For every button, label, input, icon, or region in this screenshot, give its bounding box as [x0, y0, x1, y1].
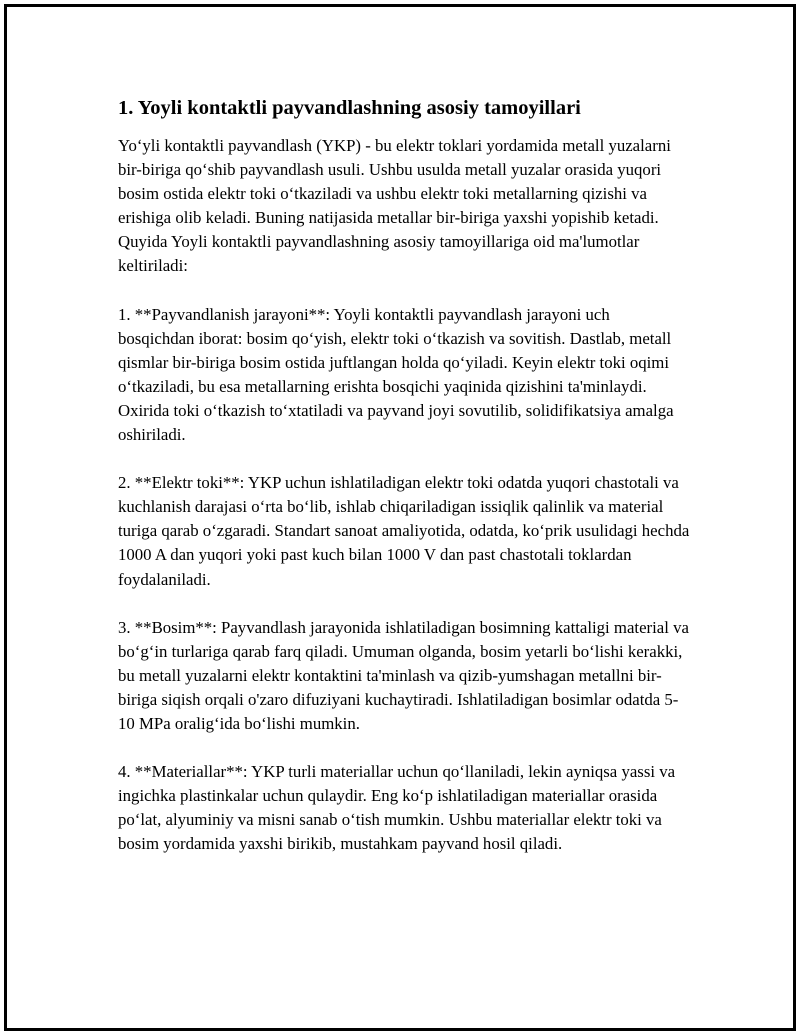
paragraph-materials: 4. **Materiallar**: YKP turli materiallar uchun qo‘llaniladi, lekin ayniqsa yassi va ingichka plastinkalar uchun qulaydir. Eng ko‘p ishlatiladigan materiallar orasida po‘lat, alyuminiy va misni sanab o‘tish mumkin. Ushbu materiallar elektr toki va bosim yordamida yaxshi birikib, mustahkam payvand hosil qiladi. — [118, 762, 676, 854]
paragraph-electric-current: 2. **Elektr toki**: YKP uchun ishlatiladigan elektr toki odatda yuqori chastotali va kuchlanish darajasi o‘rta bo‘lib, ishlab chiqariladigan issiqlik qalinlik va material turiga qarab o‘zgaradi. Standart sanoat amaliyotida, odatda, ko‘prik usulidagi hechda 1000 A dan yuqori yoki past kuch bilan 1000 V dan past chastotali toklardan foydalaniladi. — [118, 473, 690, 589]
paragraph-pressure: 3. **Bosim**: Payvandlash jarayonida ishlatiladigan bosimning kattaligi material va bo‘g‘in turlariga qarab farq qiladi. Umuman olganda, bosim yetarli bo‘lishi kerakki, bu metall yuzalarni elektr kontaktini ta'minlash va qizib-yumshagan metallni bir-biriga siqish orqali o'zaro difuziyani kuchaytiradi. Ishlatiladigan bosimlar odatda 5-10 MPa oralig‘ida bo‘lishi mumkin. — [118, 617, 689, 733]
document-body — [118, 94, 690, 880]
intro-paragraph: Yo‘yli kontaktli payvandlash (YKP) - bu elektr toklari yordamida metall yuzalarni bir-biriga qo‘shib payvandlash usuli. Ushbu usulda metall yuzalar orasida yuqori bosim ostida elektr toki o‘tkaziladi va ushbu elektr toki metallarning qizishi va erishiga olib keladi. Buning natijasida metallar bir-biriga yaxshi yopishib ketadi. Quyida Yoyli kontaktli payvandlashning asosiy tamoyillariga oid ma'lumotlar keltiriladi: — [118, 136, 671, 276]
paragraph-welding-process: 1. **Payvandlanish jarayoni**: Yoyli kontaktli payvandlash jarayoni uch bosqichdan iborat: bosim qo‘yish, elektr toki o‘tkazish va sovitish. Dastlab, metall qismlar bir-biriga bosim ostida juftlangan holda qo‘yiladi. Keyin elektr toki oqimi o‘tkaziladi, bu esa metallarning erishta bosqichi yaqinida qizishini ta'minlaydi. Oxirida toki o‘tkazish to‘xtatiladi va payvand joyi sovutilib, solidifikatsiya amalga oshiriladi. — [118, 304, 674, 445]
section-heading: 1. Yoyli kontaktli payvandlashning asosiy tamoyillari — [118, 97, 581, 119]
